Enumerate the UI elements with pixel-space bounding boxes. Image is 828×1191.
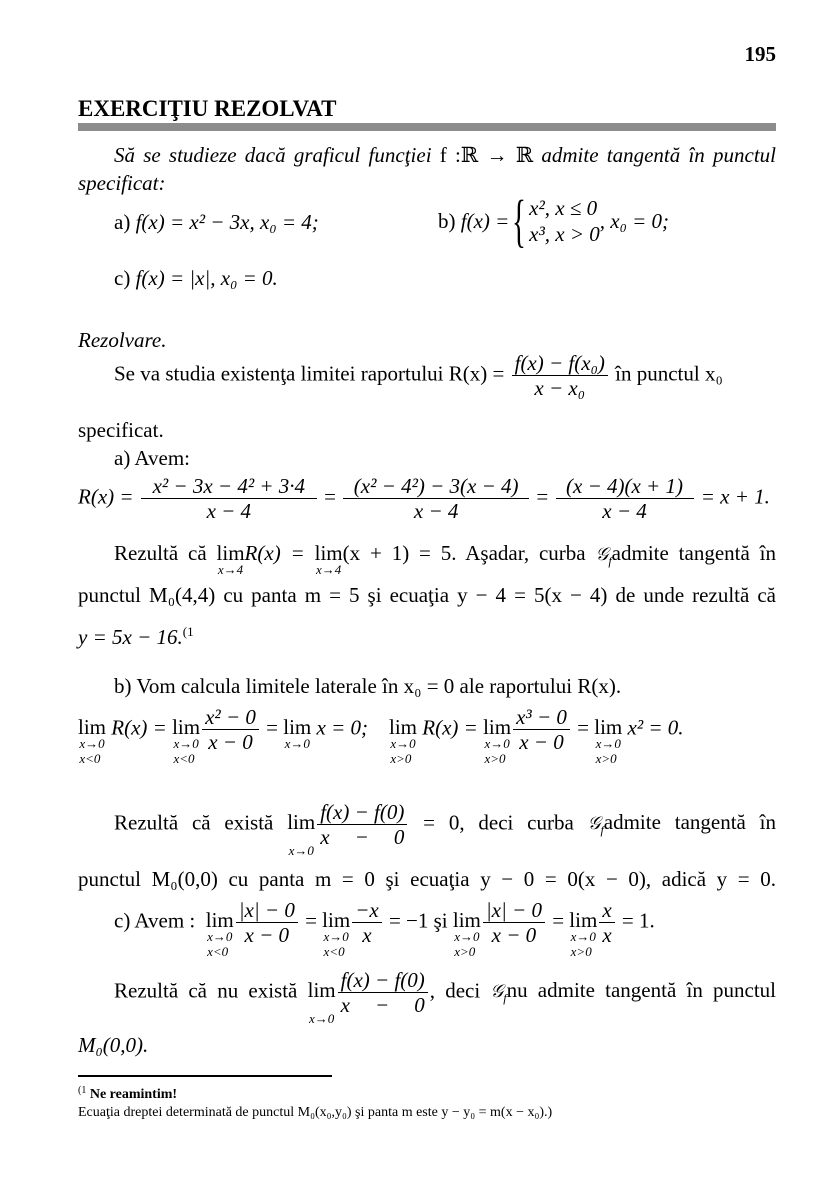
heading-bar [78,123,776,131]
part-a-label: a) Avem: [114,446,191,470]
footnote-ref[interactable]: (1 [182,624,194,639]
item-b: b) f(x) = { x², x ≤ 0 x³, x > 0 , x₀ = 0; [438,188,670,253]
conclusion-a: Rezultă că lim x→4 R(x) = lim x→4 (x + 1) = 5. Aşadar, curba 𝒢$_f$admite tangentă în [114,541,777,577]
conclusion-c-line2: M₀(0,0). [78,1033,149,1057]
item-c: c) f(x) = |x|, x₀ = 0. [114,266,278,290]
part-b-limits: lim x→0 x<0 R(x) = lim x→0 x<0 $\frac{\text{x² − 0}}{x - 0}$ = lim x→0 x = 0; lim x→0 x>0 R(x) = lim x→0 x>0 $\frac{\text{x³ − 0}}{x - 0}$ = lim x→0 x>0 x² = 0. [78,705,684,767]
problem-statement-cont: specificat: [78,171,166,195]
brace-icon: { [512,188,527,253]
conclusion-a-line3: y = 5x − 16.$^{(1}$ [78,624,194,649]
study-line-cont: specificat. [78,418,164,442]
conclusion-a-line2: punctul M₀(4,4) cu panta m = 5 şi ecuaţia y − 4 = 5(x − 4) de unde rezultă că [78,583,776,607]
solution-label: Rezolvare. [78,328,167,352]
conclusion-b: Rezultă că există lim x→0 $\frac{f(x) - f(0)}{x - 0}$ = 0, deci curba 𝒢$_f$admite tangentă în [114,800,777,859]
conclusion-b-line2: punctul M₀(0,0) cu panta m = 0 şi ecuaţia y − 0 = 0(x − 0), adică y = 0. [78,867,776,891]
page-number: 195 [744,42,776,66]
study-line: Se va studia existenţa limitei raportului R(x) = $\frac{\text{f(x) − f(x₀)}}{\text{x − x₀}}$ în punctul x₀ [114,351,723,400]
part-b-intro: b) Vom calcula limitele laterale în x₀ = 0 ale raportului R(x). [114,674,622,698]
item-a: a) f(x) = x² − 3x, x₀ = 4; [114,210,319,234]
graph-symbol: 𝒢 [490,981,504,1003]
conclusion-c: Rezultă că nu există lim x→0 $\frac{f(x) - f(0)}{x - 0}$ , deci 𝒢$_f$nu admite tangentă în punctul [114,968,777,1027]
part-a-formula: R(x) = $\frac{\text{x² − 3x − 4² + 3·4}}{x - 4}$ = $\frac{\text{(x² − 4²) − 3(x − 4)}}{x - 4}$ = $\frac{(x - 4)(x + 1)}{x - 4}$ = x + 1. [78,474,770,523]
graph-symbol: 𝒢 [587,813,601,835]
problem-statement: Să se studieze dacă graficul funcţiei f :ℝ → ℝ admite tangentă în punctul [114,143,776,167]
section-heading: EXERCIŢIU REZOLVAT [78,96,337,121]
graph-symbol: 𝒢 [595,544,609,565]
footnote-title: $^{(1}$ Ne reamintim! [78,1085,178,1102]
footnote-text: Ecuaţia dreptei determinată de punctul M₀(x₀,y₀) şi panta m este y − y₀ = m(x − x₀).) [78,1105,553,1120]
footnote-divider [78,1075,332,1077]
part-c-limits: c) Avem : lim x→0 x<0 $\frac{|x| - 0}{x - 0}$ = lim x→0 x<0 $\frac{-x}{x}$ = −1 şi lim x→0 x>0 $\frac{|x| - 0}{x - 0}$ = lim x→0 x>0 $\frac{x}{x}$ = 1. [114,898,655,960]
